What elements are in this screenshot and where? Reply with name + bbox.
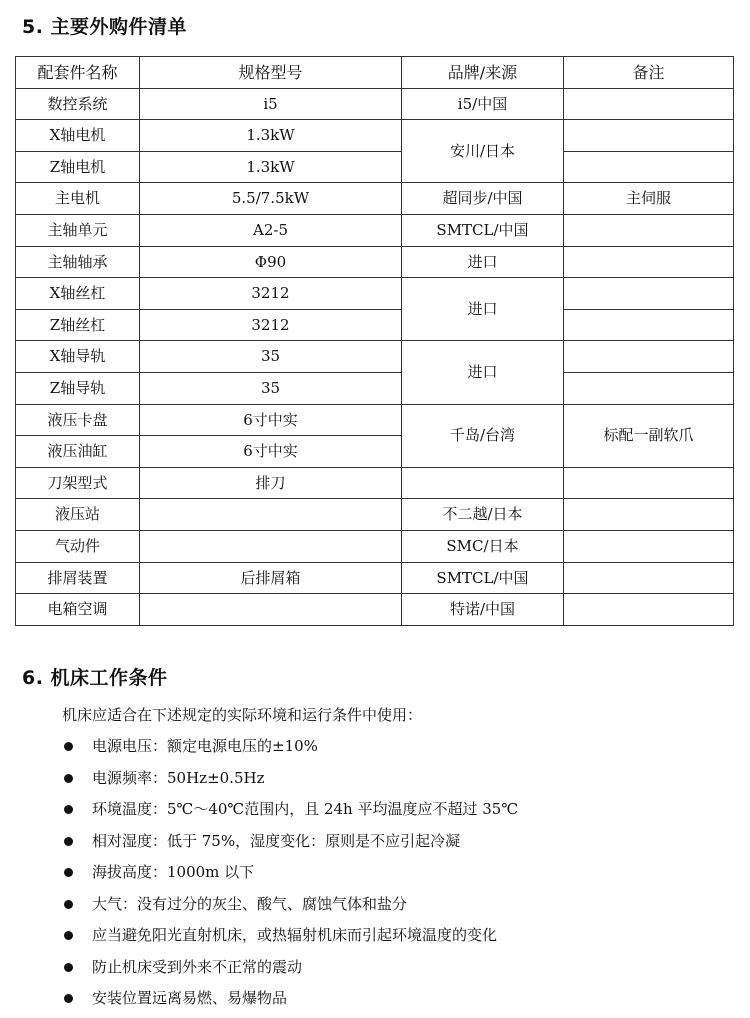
note-cell — [564, 120, 734, 152]
name-cell: 气动件 — [16, 530, 140, 562]
header-cell: 规格型号 — [140, 57, 402, 89]
table-header-row — [16, 57, 734, 89]
table-row — [16, 467, 734, 499]
table-row — [16, 562, 734, 594]
list-item — [0, 892, 518, 924]
name-cell: X轴丝杠 — [16, 278, 140, 310]
bullet-icon — [64, 868, 73, 877]
brand-cell: 进口 — [402, 341, 564, 404]
table-row — [16, 404, 734, 436]
spec-cell: 35 — [140, 372, 402, 404]
list-item-text: 安装位置远离易燃、易爆物品 — [92, 989, 288, 1007]
list-item — [0, 923, 518, 955]
list-item — [0, 766, 518, 798]
table-row — [16, 183, 734, 215]
name-cell: X轴导轨 — [16, 341, 140, 373]
list-item-text: 大气：没有过分的灰尘、酸气、腐蚀气体和盐分 — [92, 894, 408, 913]
note-cell — [564, 309, 734, 341]
brand-cell: SMTCL/中国 — [402, 562, 564, 594]
name-cell: 排屑装置 — [16, 562, 140, 594]
note-cell — [564, 562, 734, 594]
section-5-title: 5. 主要外购件清单 — [22, 16, 188, 38]
name-cell: 刀架型式 — [16, 467, 140, 499]
bullet-icon — [64, 900, 73, 909]
brand-cell: 安川/日本 — [402, 120, 564, 183]
spec-cell: 6寸中实 — [140, 436, 402, 468]
note-cell: 标配一副软爪 — [564, 404, 734, 467]
list-item-text: 电源电压：额定电源电压的±10% — [92, 737, 318, 755]
name-cell: Z轴电机 — [16, 151, 140, 183]
spec-cell — [140, 499, 402, 531]
spec-cell: i5 — [140, 88, 402, 120]
brand-cell: 进口 — [402, 278, 564, 341]
name-cell: 液压油缸 — [16, 436, 140, 468]
spec-cell: 5.5/7.5kW — [140, 183, 402, 215]
bullet-icon — [64, 805, 73, 814]
note-cell — [564, 214, 734, 246]
note-cell — [564, 499, 734, 531]
list-item — [0, 955, 518, 987]
table-row — [16, 278, 734, 310]
note-cell — [564, 530, 734, 562]
note-cell — [564, 278, 734, 310]
table-row — [16, 530, 734, 562]
spec-cell: 6寸中实 — [140, 404, 402, 436]
table-row — [16, 594, 734, 626]
table-row — [16, 88, 734, 120]
list-item-text: 环境温度：5℃～40℃范围内，且 24h 平均温度应不超过 35℃ — [92, 800, 519, 818]
spec-cell: 1.3kW — [140, 120, 402, 152]
brand-cell: 不二越/日本 — [402, 499, 564, 531]
name-cell: 主电机 — [16, 183, 140, 215]
note-cell — [564, 372, 734, 404]
spec-cell: 3212 — [140, 278, 402, 310]
brand-cell: i5/中国 — [402, 88, 564, 120]
brand-cell: 特诺/中国 — [402, 594, 564, 626]
list-item-text: 相对湿度：低于 75%，湿度变化：原则是不应引起冷凝 — [92, 831, 461, 850]
table-row — [16, 499, 734, 531]
brand-cell: 超同步/中国 — [402, 183, 564, 215]
name-cell: 液压卡盘 — [16, 404, 140, 436]
bullet-icon — [64, 994, 73, 1003]
brand-cell — [402, 467, 564, 499]
spec-cell — [140, 594, 402, 626]
bullet-icon — [64, 837, 73, 846]
note-cell: 主伺服 — [564, 183, 734, 215]
brand-cell: SMC/日本 — [402, 530, 564, 562]
list-item — [0, 860, 518, 892]
note-cell — [564, 594, 734, 626]
conditions-intro: 机床应适合在下述规定的实际环境和运行条件中使用： — [62, 706, 423, 724]
spec-cell: 35 — [140, 341, 402, 373]
conditions-list — [0, 734, 518, 1018]
table-row — [16, 214, 734, 246]
list-item-text: 电源频率：50Hz±0.5Hz — [92, 768, 265, 787]
name-cell: Z轴丝杠 — [16, 309, 140, 341]
note-cell — [564, 88, 734, 120]
note-cell — [564, 341, 734, 373]
spec-cell: 后排屑箱 — [140, 562, 402, 594]
spec-cell: Φ90 — [140, 246, 402, 278]
brand-cell: SMTCL/中国 — [402, 214, 564, 246]
note-cell — [564, 246, 734, 278]
section-6-title: 6. 机床工作条件 — [22, 667, 168, 689]
note-cell — [564, 467, 734, 499]
brand-cell: 进口 — [402, 246, 564, 278]
bullet-icon — [64, 963, 73, 972]
table-row — [16, 341, 734, 373]
spec-cell: A2-5 — [140, 214, 402, 246]
bullet-icon — [64, 774, 73, 783]
spec-cell: 排刀 — [140, 467, 402, 499]
table-row — [16, 151, 734, 183]
bullet-icon — [64, 931, 73, 940]
name-cell: 主轴轴承 — [16, 246, 140, 278]
name-cell: 电箱空调 — [16, 594, 140, 626]
header-cell: 品牌/来源 — [402, 57, 564, 89]
list-item — [0, 734, 518, 766]
name-cell: 数控系统 — [16, 88, 140, 120]
name-cell: Z轴导轨 — [16, 372, 140, 404]
spec-cell — [140, 530, 402, 562]
bullet-icon — [64, 742, 73, 751]
list-item — [0, 797, 518, 829]
name-cell: X轴电机 — [16, 120, 140, 152]
list-item — [0, 829, 518, 861]
brand-cell: 千岛/台湾 — [402, 404, 564, 467]
spec-cell: 3212 — [140, 309, 402, 341]
table-row — [16, 372, 734, 404]
list-item-text: 应当避免阳光直射机床，或热辐射机床而引起环境温度的变化 — [92, 926, 498, 944]
name-cell: 主轴单元 — [16, 214, 140, 246]
table-row — [16, 120, 734, 152]
name-cell: 液压站 — [16, 499, 140, 531]
spec-cell: 1.3kW — [140, 151, 402, 183]
table-row — [16, 309, 734, 341]
header-cell: 配套件名称 — [16, 57, 140, 89]
list-item-text: 防止机床受到外来不正常的震动 — [92, 957, 303, 976]
parts-table — [15, 56, 734, 626]
list-item — [0, 986, 518, 1018]
list-item-text: 海拔高度：1000m 以下 — [92, 863, 255, 881]
table-row — [16, 246, 734, 278]
note-cell — [564, 151, 734, 183]
header-cell: 备注 — [564, 57, 734, 89]
